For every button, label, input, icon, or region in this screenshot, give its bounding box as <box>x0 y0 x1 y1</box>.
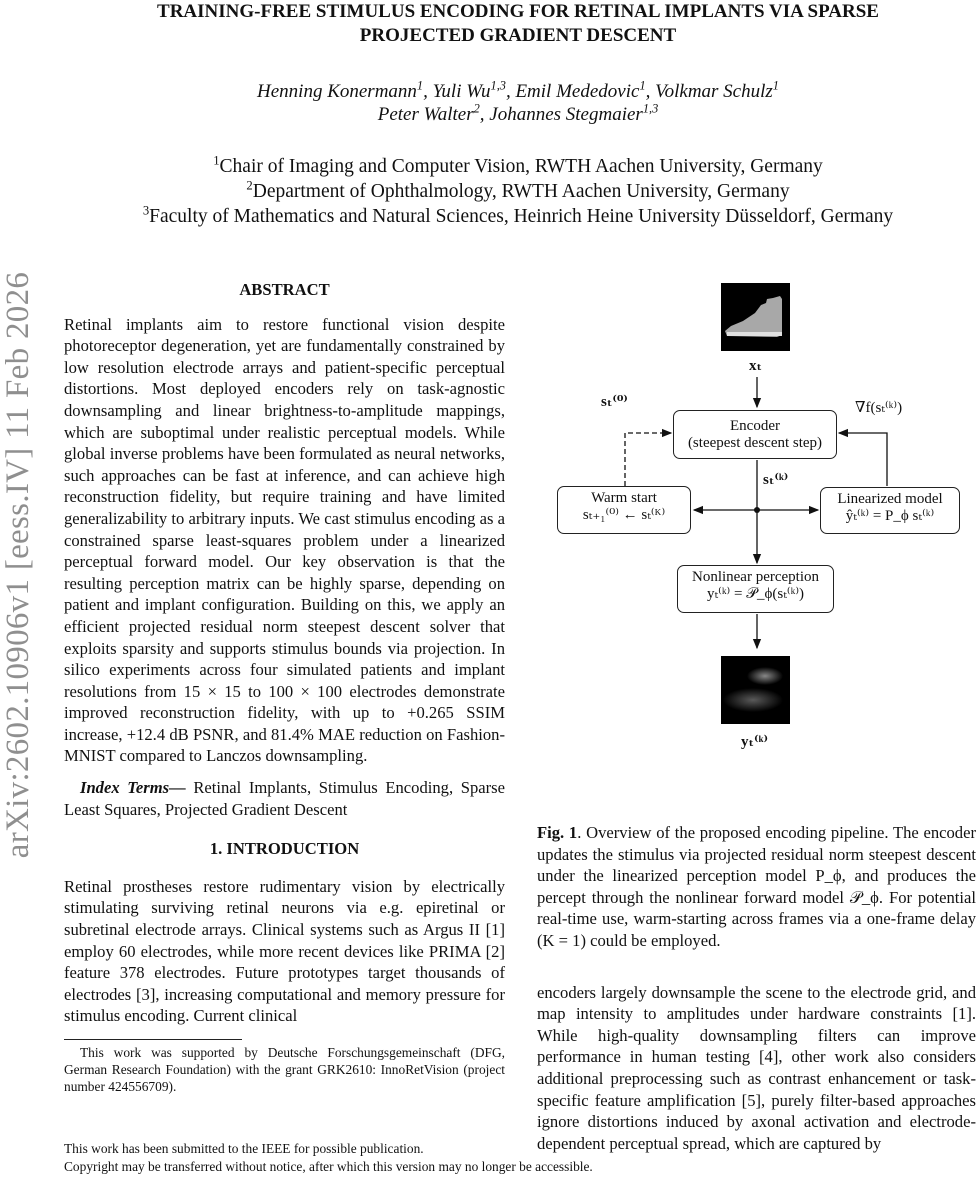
index-terms <box>64 777 505 820</box>
figure-caption <box>537 822 976 952</box>
intro-paragraph: Retinal prostheses restore rudimentary vision by electrically stimulating surviving retinal neurons via e.g. epiretinal or subretinal electrode arrays. Clinical systems such as Argus II [1] employ 60 electrodes, while more recent devices like PRIMA [2] feature 378 electrodes. Future prototypes target thousands of electrodes [3], increasing computational and memory pressure for stimulus encoding. Current clinical <box>64 876 505 1026</box>
title-line: TRAINING-FREE STIMULUS ENCODING FOR RETINAL IMPLANTS VIA SPARSE <box>157 1 879 22</box>
linearized-equation: ŷₜ⁽ᵏ⁾ = P_ϕ sₜ⁽ᵏ⁾ <box>845 508 935 524</box>
output-label: yₜ⁽ᵏ⁾ <box>741 734 769 750</box>
nonlinear-title: Nonlinear perception <box>691 569 820 585</box>
author-list <box>60 80 976 126</box>
author-name: Yuli Wu <box>432 81 491 102</box>
figure-1-diagram <box>537 270 976 760</box>
author-name: Volkmar Schulz <box>655 81 773 102</box>
author-affiliation: 1,3 <box>490 78 506 93</box>
affiliation-number: 1 <box>213 153 220 168</box>
author-affiliation: 1 <box>639 78 646 93</box>
warm-start-title: Warm start <box>591 490 657 506</box>
caption-text: . Overview of the proposed encoding pipeline. The encoder updates the stimulus via projected residual norm steepest descent under the linearized perception model P_ϕ, and produces the percept through the nonlinear forward model 𝒫_ϕ. For potential real-time use, warm-starting across frames via a one-frame delay (K = 1) could be employed. <box>537 823 976 950</box>
nonlinear-perception-box <box>677 565 834 613</box>
author-name: Henning Konermann <box>257 81 417 102</box>
intro-paragraph-continued: encoders largely downsample the scene to the electrode grid, and map intensity to amplitudes under hardware constraints [1]. While high-quality downsampling filters can improve performance in human testing [4], other work also considers additional preprocessing such as contrast enhancement or task-specific feature amplification [5], purely filter-based approaches ignore distortions induced by axonal activation and electrode-dependent perceptual spread, which are captured by <box>537 982 976 1153</box>
author-affiliation: 2 <box>473 101 480 116</box>
index-terms-text: Retinal Implants, Stimulus Encoding, Sparse Least Squares, Projected Gradient Descent <box>64 778 505 819</box>
author-line: Henning Konermann$^1$, Yuli Wu$^{1,3}$, Emil Mededovic$^1$, Volkmar Schulz$^1$ <box>257 78 779 102</box>
abstract-text: Retinal implants aim to restore functional vision despite photoreceptor degeneration, yet are fundamentally constrained by low resolution electrode arrays and patient-specific perceptual distortions. Most deployed encoders rely on task-agnostic downsampling and linear brightness-to-amplitude mappings, which are suboptimal under realistic perceptual models. While global inverse problems have been formulated as neural networks, such approaches can be fast at inference, and can achieve high reconstruction fidelity, but require training and have limited generalizability to arbitrary inputs. We cast stimulus encoding as a constrained sparse least-squares problem under a linearized perceptual forward model. Our key observation is that the resulting perception matrix can be highly sparse, depending on patient and implant configuration. Building on this, we apply an efficient projected residual norm steepest descent solver that exploits sparsity and supports stimulus bounds via projection. In silico experiments across four simulated patients and implant resolutions from 15 × 15 to 100 × 100 electrodes demonstrate improved reconstruction fidelity, with up to +0.265 SSIM increase, +12.4 dB PSNR, and 81.4% MAE reduction on Fashion-MNIST compared to Lanczos downsampling. <box>64 314 505 766</box>
arrow-gradient-feedback <box>839 433 887 486</box>
affiliations <box>60 154 976 229</box>
output-percept-image <box>721 656 790 724</box>
affiliation-number: 2 <box>246 178 253 193</box>
caption-label: Fig. 1 <box>537 823 578 842</box>
author-affiliation: 1 <box>416 78 424 93</box>
affiliation <box>60 154 976 179</box>
gradient-label: ∇f(sₜ⁽ᵏ⁾) <box>855 400 903 416</box>
affiliation <box>60 204 976 229</box>
title-line: PROJECTED GRADIENT DESCENT <box>359 25 677 46</box>
abstract-heading: ABSTRACT <box>239 280 330 299</box>
copyright-notice: Copyright may be transferred without notice, after which this version may no longer be accessible. <box>64 1159 593 1174</box>
author-name: Emil Mededovic <box>515 81 640 102</box>
linearized-model-box <box>820 487 960 534</box>
branch-dot <box>754 507 760 513</box>
right-column <box>537 270 976 1154</box>
paper-title <box>60 0 976 48</box>
arxiv-identifier-stamp: arXiv:2602.10906v1 [eess.IV] 11 Feb 2026 <box>0 271 36 859</box>
encoder-subtitle: (steepest descent step) <box>687 435 823 451</box>
author-name: Peter Walter <box>377 104 474 125</box>
encoder-title: Encoder <box>730 418 780 434</box>
affiliation <box>60 179 976 204</box>
encoder-box <box>673 410 837 459</box>
submission-notice: This work has been submitted to the IEEE for possible publication. <box>64 1141 424 1156</box>
author-line: Peter Walter$^2$, Johannes Stegmaier$^{1,3}$ <box>377 101 659 125</box>
init-stimulus-label: sₜ⁽⁰⁾ <box>601 394 628 410</box>
warm-start-box <box>557 486 691 534</box>
footnote: This work was supported by Deutsche Forschungsgemeinschaft (DFG, German Research Foundation) with the grant GRK2610: InnoRetVision (project number 424556709). <box>64 1045 505 1094</box>
section-heading-introduction: 1. INTRODUCTION <box>209 839 360 859</box>
author-affiliation: 1 <box>772 78 779 93</box>
affiliation-number: 3 <box>142 203 150 218</box>
affiliation-text: Faculty of Mathematics and Natural Sciences, Heinrich Heine University Düsseldorf, Germany <box>149 206 894 227</box>
footnote-rule <box>64 1039 242 1040</box>
affiliation-text: Chair of Imaging and Computer Vision, RWTH Aachen University, Germany <box>219 156 823 177</box>
input-shoe-image <box>721 283 790 351</box>
author-name: Johannes Stegmaier <box>489 104 643 125</box>
affiliation-text: Department of Ophthalmology, RWTH Aachen University, Germany <box>252 181 790 202</box>
author-affiliation: 1,3 <box>642 101 659 116</box>
shoe-icon <box>721 283 790 351</box>
stimulus-label: sₜ⁽ᵏ⁾ <box>763 472 789 488</box>
arrow-warm-start-dashed <box>625 433 671 486</box>
index-terms-label: Index Terms— <box>80 778 186 798</box>
linearized-title: Linearized model <box>837 491 943 507</box>
input-label: xₜ <box>749 358 763 374</box>
warm-start-equation: sₜ₊₁⁽⁰⁾ ← sₜ⁽ᴷ⁾ <box>582 507 666 523</box>
nonlinear-equation: yₜ⁽ᵏ⁾ = 𝒫_ϕ(sₜ⁽ᵏ⁾) <box>706 586 805 602</box>
left-column <box>64 279 505 1095</box>
